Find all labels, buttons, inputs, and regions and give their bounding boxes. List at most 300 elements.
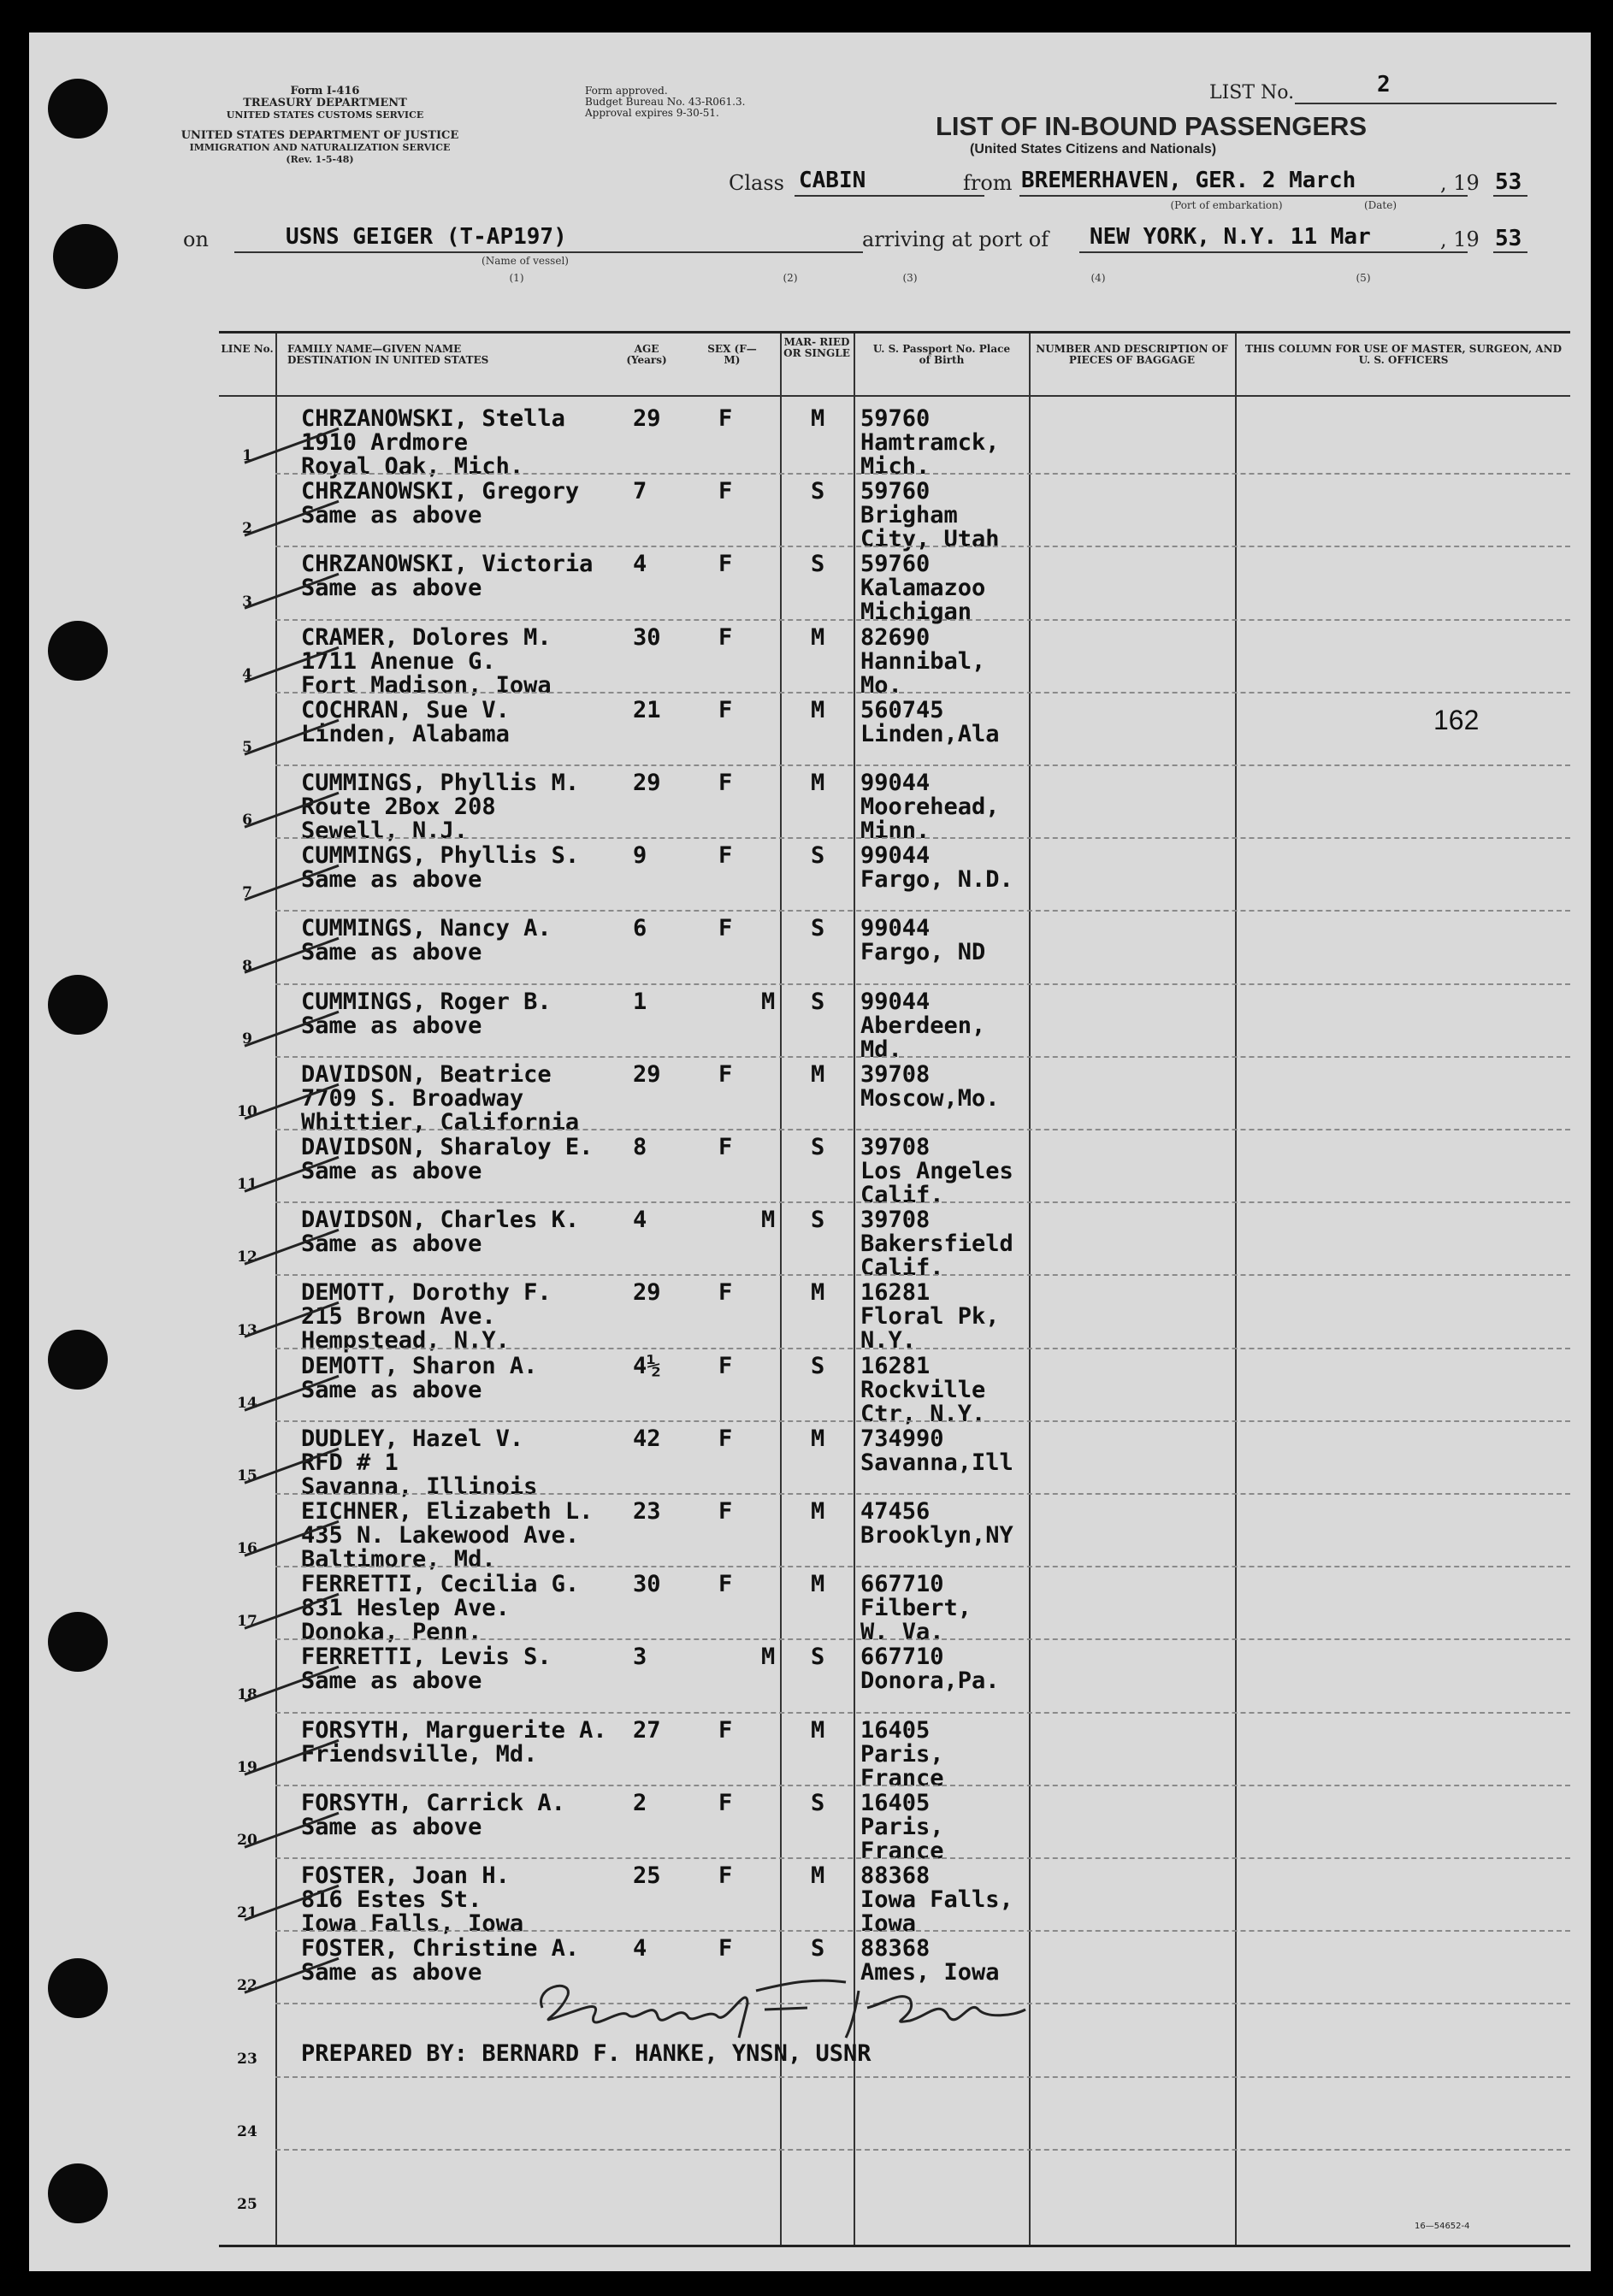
col-number-5: (5) <box>1356 272 1371 284</box>
vessel-caption: (Name of vessel) <box>482 255 569 267</box>
place-of-birth: Iowa Falls, Iowa <box>860 1886 1013 1937</box>
row-divider <box>275 1785 1570 1786</box>
passenger-name: FOSTER, Christine A. <box>301 1935 580 1963</box>
passenger-age: 1 <box>633 988 647 1015</box>
passenger-sex-f: F <box>718 770 733 796</box>
punch-hole <box>48 975 108 1035</box>
passport-number: 667710 <box>860 1571 944 1598</box>
passenger-age: 30 <box>633 623 661 651</box>
marital-status: S <box>811 478 825 505</box>
row-divider <box>275 1493 1570 1495</box>
header-name: FAMILY NAME—GIVEN NAME DESTINATION IN UNITED STATES <box>287 343 489 366</box>
marital-status: M <box>811 1425 825 1452</box>
document-subtitle: (United States Citizens and Nationals) <box>970 142 1217 156</box>
check-mark <box>227 1712 347 1785</box>
passenger-name: FOSTER, Joan H. <box>301 1862 510 1889</box>
passenger-destination: Same as above <box>301 939 482 966</box>
check-mark <box>227 692 347 764</box>
table-row <box>219 692 1570 764</box>
line-number: 8 <box>242 957 252 975</box>
passenger-age: 29 <box>633 405 661 432</box>
list-no-underline <box>1295 103 1557 104</box>
place-of-birth: Brigham City, Utah <box>860 502 1000 553</box>
passenger-destination: Route 2Box 208 Sewell, N.J. <box>301 794 496 844</box>
line-number: 14 <box>237 1394 257 1412</box>
arriving-underline <box>1079 251 1468 253</box>
line-number: 22 <box>237 1977 257 1995</box>
check-mark <box>227 400 347 473</box>
passport-number: 59760 <box>860 551 931 578</box>
passenger-name: CUMMINGS, Nancy A. <box>301 915 552 942</box>
line-number: 20 <box>237 1831 257 1849</box>
passenger-destination: Friendsville, Md. <box>301 1740 538 1768</box>
table-row <box>219 764 1570 844</box>
marital-status: S <box>811 988 825 1015</box>
passenger-sex-f: F <box>718 478 733 505</box>
approval-line-2: Budget Bureau No. 43-R061.3. <box>585 96 746 108</box>
place-of-birth: Ames, Iowa <box>860 1959 1000 1986</box>
col-number-4: (4) <box>1090 272 1106 284</box>
place-of-birth: Linden,Ala <box>860 720 1000 747</box>
passenger-age: 29 <box>633 1060 661 1088</box>
place-of-birth: Savanna,Ill <box>860 1449 1013 1476</box>
passport-number: 16281 <box>860 1352 931 1379</box>
passenger-sex-f: F <box>718 915 733 942</box>
header-baggage: NUMBER AND DESCRIPTION OF PIECES OF BAGGAGE <box>1036 343 1228 366</box>
passenger-name: FORSYTH, Marguerite A. <box>301 1716 607 1744</box>
place-of-birth: Floral Pk, N.Y. <box>860 1303 1000 1355</box>
line-number: 10 <box>237 1102 257 1120</box>
row-divider <box>275 1420 1570 1422</box>
row-divider <box>275 1274 1570 1276</box>
passenger-name: CHRZANOWSKI, Gregory <box>301 478 580 505</box>
passenger-sex-f: F <box>718 623 733 651</box>
row-divider <box>275 1056 1570 1058</box>
table-row <box>219 1129 1570 1208</box>
passenger-name: EICHNER, Elizabeth L. <box>301 1498 594 1525</box>
table-row <box>219 400 1570 480</box>
arriving-label: arriving at port of <box>862 227 1049 251</box>
marital-status: M <box>811 623 825 651</box>
check-mark <box>227 546 347 618</box>
check-mark <box>227 473 347 546</box>
passenger-sex-f: F <box>718 842 733 870</box>
header-line-no: LINE No. <box>221 343 274 355</box>
punch-hole <box>48 621 108 681</box>
line-number: 7 <box>242 884 252 902</box>
passenger-sex-f: F <box>718 1789 733 1816</box>
place-of-birth: Kalamazoo Michigan <box>860 575 986 626</box>
row-divider <box>275 1201 1570 1203</box>
line-number: 19 <box>237 1758 257 1776</box>
passenger-name: DEMOTT, Dorothy F. <box>301 1279 552 1307</box>
passenger-age: 6 <box>633 915 647 942</box>
passenger-sex-f: F <box>718 1862 733 1889</box>
passenger-sex-m: M <box>761 988 776 1015</box>
row-divider <box>275 983 1570 985</box>
row-divider <box>275 1857 1570 1859</box>
passenger-age: 29 <box>633 770 661 796</box>
header-passport: U. S. Passport No. Place of Birth <box>872 343 1011 366</box>
customs-service: UNITED STATES CUSTOMS SERVICE <box>226 109 424 121</box>
check-mark <box>227 1129 347 1201</box>
passport-number: 16405 <box>860 1789 931 1816</box>
passenger-destination: Same as above <box>301 502 482 529</box>
passenger-sex-f: F <box>718 1935 733 1963</box>
passenger-sex-f: F <box>718 551 733 578</box>
place-of-birth: Aberdeen, Md. <box>860 1012 986 1063</box>
passport-number: 16405 <box>860 1716 931 1744</box>
check-mark <box>227 1348 347 1420</box>
table-row <box>219 1566 1570 1646</box>
passenger-name: CUMMINGS, Roger B. <box>301 988 552 1015</box>
table-row <box>219 1056 1570 1136</box>
form-approval <box>585 86 745 119</box>
check-mark <box>227 619 347 692</box>
passenger-name: DAVIDSON, Charles K. <box>301 1207 580 1234</box>
passenger-age: 4½ <box>633 1352 661 1379</box>
passport-number: 99044 <box>860 988 931 1015</box>
passenger-age: 30 <box>633 1571 661 1598</box>
passenger-age: 4 <box>633 551 647 578</box>
passenger-name: CRAMER, Dolores M. <box>301 623 552 651</box>
passenger-age: 21 <box>633 696 661 723</box>
table-row <box>219 1274 1570 1355</box>
place-of-birth: Donora,Pa. <box>860 1667 1000 1695</box>
passenger-age: 4 <box>633 1935 647 1963</box>
marital-status: M <box>811 1716 825 1744</box>
passenger-destination: Same as above <box>301 1376 482 1403</box>
table-row <box>219 1493 1570 1573</box>
year-prefix-2: , 19 <box>1440 227 1480 251</box>
col-number-3: (3) <box>902 272 918 284</box>
signature <box>508 1957 1038 2051</box>
line-number: 4 <box>242 665 252 683</box>
check-mark <box>227 837 347 910</box>
passenger-destination: RFD # 1 Savanna, Illinois <box>301 1449 538 1500</box>
passenger-name: DUDLEY, Hazel V. <box>301 1425 524 1452</box>
row-divider <box>275 1566 1570 1567</box>
passport-number: 88368 <box>860 1935 931 1963</box>
passenger-destination: Same as above <box>301 866 482 894</box>
table-row <box>219 910 1570 983</box>
line-number: 18 <box>237 1685 257 1703</box>
class-underline <box>795 195 984 197</box>
year-2-underline <box>1493 251 1527 253</box>
on-label: on <box>183 227 209 251</box>
table-row <box>219 619 1570 699</box>
marital-status: M <box>811 1571 825 1598</box>
table-row <box>219 1348 1570 1427</box>
year-2: 53 <box>1495 226 1522 251</box>
table-row <box>219 983 1570 1063</box>
vessel-name: USNS GEIGER (T-AP197) <box>286 224 567 250</box>
table-row <box>219 1201 1570 1282</box>
place-of-birth: Bakersfield Calif. <box>860 1231 1013 1282</box>
header-age: AGE (Years) <box>626 343 667 366</box>
marital-status: M <box>811 1862 825 1889</box>
passenger-destination: 1711 Anenue G. Fort Madison, Iowa <box>301 647 552 699</box>
line-number: 24 <box>237 2122 257 2140</box>
passenger-destination: Same as above <box>301 1667 482 1695</box>
passenger-sex-f: F <box>718 1571 733 1598</box>
place-of-birth: Hannibal, Mo. <box>860 647 986 699</box>
passenger-age: 7 <box>633 478 647 505</box>
punch-hole <box>48 1330 108 1390</box>
punch-hole <box>48 1958 108 2018</box>
col-number-2: (2) <box>783 272 798 284</box>
line-number: 17 <box>237 1613 257 1631</box>
passenger-age: 42 <box>633 1425 661 1452</box>
place-of-birth: Paris, France <box>860 1740 944 1791</box>
passport-number: 82690 <box>860 623 931 651</box>
header-married: MAR- RIED OR SINGLE <box>783 336 850 359</box>
marital-status: M <box>811 1060 825 1088</box>
line-number: 15 <box>237 1467 257 1484</box>
check-mark <box>227 1056 347 1129</box>
table-row <box>219 473 1570 553</box>
passenger-name: CUMMINGS, Phyllis S. <box>301 842 580 870</box>
passenger-name: FERRETTI, Levis S. <box>301 1644 552 1671</box>
table-row <box>219 2149 1570 2222</box>
check-mark <box>227 1857 347 1930</box>
prepared-by: PREPARED BY: BERNARD F. HANKE, YNSN, USNR <box>301 2040 871 2068</box>
line-number: 21 <box>237 1904 257 1922</box>
passenger-destination: Same as above <box>301 575 482 602</box>
place-of-birth: Hamtramck, Mich. <box>860 429 1000 480</box>
place-of-birth: Fargo, N.D. <box>860 866 1013 894</box>
check-mark <box>227 1274 347 1347</box>
passenger-name: DEMOTT, Sharon A. <box>301 1352 538 1379</box>
date-caption: (Date) <box>1363 199 1397 211</box>
list-no-value: 2 <box>1377 72 1391 97</box>
port-embark-caption: (Port of embarkation) <box>1170 199 1283 211</box>
passenger-destination: Same as above <box>301 1158 482 1184</box>
passenger-destination: 831 Heslep Ave. Donoka, Penn. <box>301 1595 510 1646</box>
passport-number: 39708 <box>860 1060 931 1088</box>
marital-status: S <box>811 915 825 942</box>
table-row <box>219 546 1570 626</box>
marital-status: M <box>811 1498 825 1525</box>
passenger-destination: 816 Estes St. Iowa Falls, Iowa <box>301 1886 524 1937</box>
form-sheet <box>29 32 1591 2271</box>
form-number: Form I-416 <box>290 85 360 97</box>
passenger-sex-f: F <box>718 1134 733 1160</box>
line-number: 25 <box>237 2195 257 2213</box>
passport-number: 667710 <box>860 1644 944 1671</box>
passenger-destination: 1910 Ardmore Royal Oak, Mich. <box>301 429 524 480</box>
row-divider <box>275 473 1570 475</box>
table-row <box>219 1638 1570 1711</box>
check-mark <box>227 764 347 837</box>
line-number: 13 <box>237 1321 257 1339</box>
line-number: 1 <box>242 447 252 465</box>
immigration-service: IMMIGRATION AND NATURALIZATION SERVICE <box>189 142 451 153</box>
passenger-age: 2 <box>633 1789 647 1816</box>
line-number: 6 <box>242 812 252 829</box>
approval-line-1: Form approved. <box>585 85 668 97</box>
marital-status: S <box>811 1352 825 1379</box>
passport-number: 39708 <box>860 1207 931 1234</box>
row-divider <box>275 2076 1570 2078</box>
punch-hole <box>48 1612 108 1672</box>
year-1: 53 <box>1495 169 1522 195</box>
marital-status: S <box>811 1134 825 1160</box>
passenger-age: 27 <box>633 1716 661 1744</box>
header-sex: SEX (F—M) <box>707 343 757 366</box>
table-row <box>219 1857 1570 1937</box>
row-divider <box>275 1930 1570 1932</box>
passenger-age: 23 <box>633 1498 661 1525</box>
document-title: LIST OF IN-BOUND PASSENGERS <box>936 111 1368 141</box>
marital-status: S <box>811 1935 825 1963</box>
passenger-destination: 435 N. Lakewood Ave. Baltimore, Md. <box>301 1522 580 1573</box>
passport-number: 47456 <box>860 1498 931 1525</box>
embarkation-value: BREMERHAVEN, GER. 2 March <box>1021 168 1356 193</box>
place-of-birth: Los Angeles Calif. <box>860 1158 1013 1208</box>
punch-hole <box>53 224 118 289</box>
passenger-name: COCHRAN, Sue V. <box>301 696 510 723</box>
passport-number: 16281 <box>860 1279 931 1307</box>
passport-number: 59760 <box>860 478 931 505</box>
passenger-name: CUMMINGS, Phyllis M. <box>301 770 580 796</box>
row-divider <box>275 910 1570 912</box>
justice-dept: UNITED STATES DEPARTMENT OF JUSTICE <box>180 129 459 142</box>
place-of-birth: Moorehead, Minn. <box>860 794 1000 844</box>
row-divider <box>275 764 1570 766</box>
marital-status: S <box>811 842 825 870</box>
place-of-birth: Paris, France <box>860 1813 944 1864</box>
punch-hole <box>48 79 108 139</box>
passenger-destination: Same as above <box>301 1231 482 1258</box>
arriving-port-value: NEW YORK, N.Y. 11 Mar <box>1090 224 1371 250</box>
passenger-name: FORSYTH, Carrick A. <box>301 1789 565 1816</box>
passenger-name: CHRZANOWSKI, Stella <box>301 405 565 432</box>
passenger-sex-m: M <box>761 1207 776 1234</box>
treasury-dept: TREASURY DEPARTMENT <box>243 97 407 109</box>
passenger-sex-f: F <box>718 1716 733 1744</box>
header-officers: THIS COLUMN FOR USE OF MASTER, SURGEON, AND U. S. OFFICERS <box>1245 343 1562 366</box>
place-of-birth: Fargo, ND <box>860 939 986 966</box>
row-divider <box>275 837 1570 839</box>
punch-hole <box>48 2163 108 2223</box>
passenger-age: 8 <box>633 1134 647 1160</box>
row-divider <box>275 619 1570 621</box>
row-divider <box>275 692 1570 694</box>
footer-code: 16—54652-4 <box>1415 2222 1470 2231</box>
marital-status: S <box>811 1789 825 1816</box>
row-divider <box>275 546 1570 547</box>
line-number: 12 <box>237 1248 257 1266</box>
row-divider <box>275 1348 1570 1349</box>
passport-number: 560745 <box>860 696 944 723</box>
passenger-age: 3 <box>633 1644 647 1671</box>
list-no-label: LIST No. <box>1209 82 1295 103</box>
approval-line-3: Approval expires 9-30-51. <box>585 107 719 119</box>
marital-status: M <box>811 1279 825 1307</box>
class-label: Class <box>729 171 784 195</box>
table-row <box>219 837 1570 910</box>
passport-number: 59760 <box>860 405 931 432</box>
passenger-destination: Linden, Alabama <box>301 720 510 747</box>
line-number: 5 <box>242 738 252 756</box>
line-number: 11 <box>237 1176 257 1194</box>
line-number: 3 <box>242 593 252 611</box>
table-row <box>219 1420 1570 1500</box>
passport-number: 99044 <box>860 842 931 870</box>
passenger-destination: Same as above <box>301 1012 482 1039</box>
passenger-sex-f: F <box>718 696 733 723</box>
passenger-sex-f: F <box>718 1060 733 1088</box>
place-of-birth: Filbert, W. Va. <box>860 1595 972 1646</box>
vessel-underline <box>234 251 863 253</box>
marital-status: S <box>811 1644 825 1671</box>
year-1-underline <box>1493 195 1527 197</box>
marital-status: M <box>811 770 825 796</box>
passport-number: 99044 <box>860 915 931 942</box>
passenger-destination: Same as above <box>301 1813 482 1840</box>
marital-status: S <box>811 1207 825 1234</box>
check-mark <box>227 1638 347 1711</box>
revision-date: (Rev. 1-5-48) <box>286 154 354 165</box>
check-mark <box>227 1493 347 1566</box>
passenger-age: 25 <box>633 1862 661 1889</box>
check-mark <box>227 1785 347 1857</box>
check-mark <box>227 910 347 983</box>
passenger-name: FERRETTI, Cecilia G. <box>301 1571 580 1598</box>
table-row <box>219 1712 1570 1791</box>
line-number: 23 <box>237 2050 257 2068</box>
row-divider <box>275 1129 1570 1130</box>
place-of-birth: Brooklyn,NY <box>860 1522 1013 1549</box>
line-number: 16 <box>237 1540 257 1558</box>
marital-status: M <box>811 696 825 723</box>
check-mark <box>227 1420 347 1493</box>
passenger-sex-f: F <box>718 1279 733 1307</box>
line-number: 2 <box>242 520 252 538</box>
check-mark <box>227 983 347 1056</box>
passenger-destination: 215 Brown Ave. Hempstead, N.Y. <box>301 1303 510 1355</box>
check-mark <box>227 1566 347 1638</box>
passport-number: 99044 <box>860 770 931 796</box>
check-mark <box>227 1930 347 2003</box>
passenger-name: CHRZANOWSKI, Victoria <box>301 551 594 578</box>
line-number: 9 <box>242 1030 252 1048</box>
passenger-name: DAVIDSON, Sharaloy E. <box>301 1134 594 1160</box>
passenger-destination: Same as above <box>301 1959 482 1986</box>
col-number-1: (1) <box>509 272 524 284</box>
from-underline <box>1019 195 1468 197</box>
marital-status: M <box>811 405 825 432</box>
passenger-age: 4 <box>633 1207 647 1234</box>
table-row <box>219 2076 1570 2149</box>
passenger-name: DAVIDSON, Beatrice <box>301 1060 552 1088</box>
place-of-birth: Moscow,Mo. <box>860 1084 1000 1112</box>
passenger-sex-f: F <box>718 405 733 432</box>
passenger-destination: 7709 S. Broadway Whittier, California <box>301 1084 580 1136</box>
passport-number: 734990 <box>860 1425 944 1452</box>
passport-number: 39708 <box>860 1134 931 1160</box>
passport-number: 88368 <box>860 1862 931 1889</box>
marital-status: S <box>811 551 825 578</box>
stamp-number: 162 <box>1433 705 1480 735</box>
passenger-age: 29 <box>633 1279 661 1307</box>
header-rule <box>219 395 1570 397</box>
passenger-age: 9 <box>633 842 647 870</box>
row-divider <box>275 1712 1570 1714</box>
place-of-birth: Rockville Ctr, N.Y. <box>860 1376 986 1427</box>
passenger-sex-f: F <box>718 1352 733 1379</box>
